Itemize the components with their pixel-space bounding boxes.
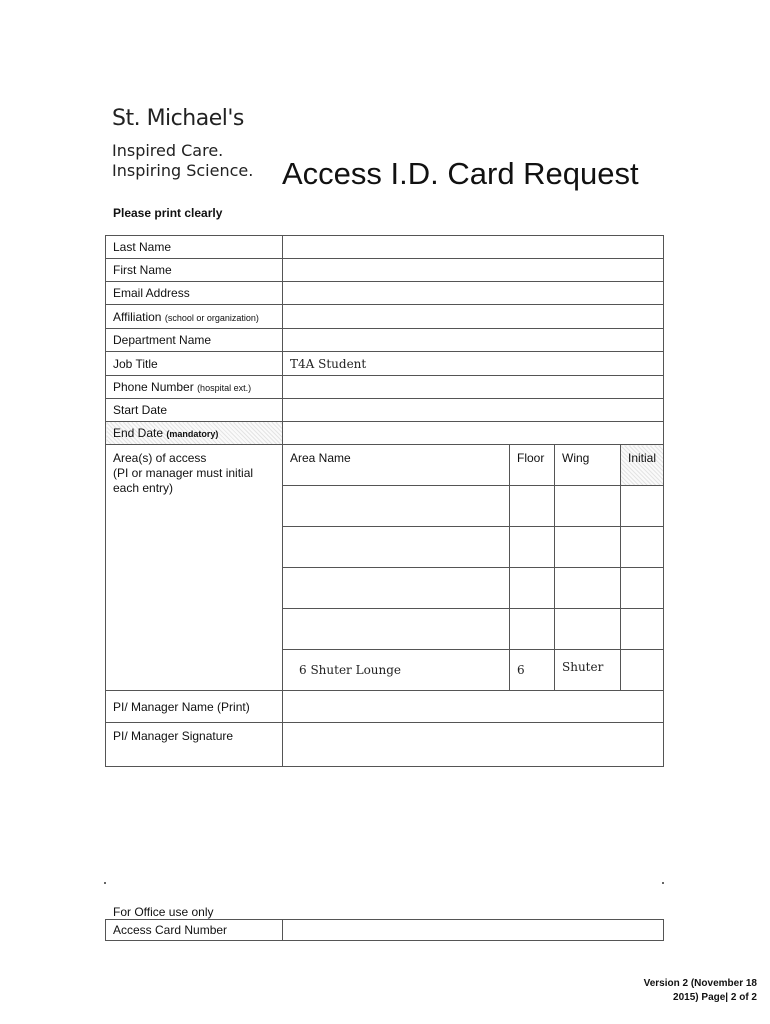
- wing-cell[interactable]: [555, 486, 621, 527]
- row-pi-signature: [106, 723, 664, 767]
- access-card-number-label: Access Card Number: [106, 920, 283, 941]
- row-end-date: [106, 422, 664, 445]
- floor-cell[interactable]: [510, 486, 555, 527]
- applicant-info-table: [105, 235, 664, 445]
- pi-signature-label: PI/ Manager Signature: [106, 723, 283, 767]
- row-access-card-number: [106, 920, 664, 941]
- first-name-label: First Name: [106, 259, 283, 282]
- approval-table: [105, 690, 664, 767]
- end-date-note: (mandatory): [166, 429, 219, 439]
- version-line2: 2015) Page| 2 of 2: [673, 992, 757, 1003]
- logo-tagline-line1: Inspired Care.: [112, 141, 224, 160]
- floor-header: Floor: [510, 445, 555, 486]
- end-date-field[interactable]: [283, 422, 664, 445]
- wing-cell[interactable]: [555, 609, 621, 650]
- phone-label: Phone Number: [113, 380, 194, 394]
- wing-header: Wing: [555, 445, 621, 486]
- first-name-field[interactable]: [283, 259, 664, 282]
- row-email: [106, 282, 664, 305]
- department-label: Department Name: [106, 329, 283, 352]
- department-field[interactable]: [283, 329, 664, 352]
- phone-field[interactable]: [283, 376, 664, 399]
- floor-cell[interactable]: 6: [510, 650, 555, 691]
- version-footer: [644, 977, 757, 1005]
- last-name-field[interactable]: [283, 236, 664, 259]
- affiliation-field[interactable]: [283, 305, 664, 329]
- hospital-logo: [112, 106, 253, 181]
- start-date-label: Start Date: [106, 399, 283, 422]
- area-name-cell[interactable]: 6 Shuter Lounge: [283, 650, 510, 691]
- area-name-cell[interactable]: [283, 568, 510, 609]
- job-title-label: Job Title: [106, 352, 283, 376]
- end-date-label: End Date: [113, 426, 164, 440]
- row-department: [106, 329, 664, 352]
- row-job-title: [106, 352, 664, 376]
- access-card-number-field[interactable]: [283, 920, 664, 941]
- initial-cell[interactable]: [621, 527, 664, 568]
- area-name-cell[interactable]: [283, 527, 510, 568]
- phone-note: (hospital ext.): [197, 383, 252, 393]
- wing-cell[interactable]: [555, 568, 621, 609]
- logo-tagline-line2: Inspiring Science.: [112, 161, 254, 180]
- row-first-name: [106, 259, 664, 282]
- affiliation-label: Affiliation: [113, 309, 162, 324]
- form-title: Access I.D. Card Request: [282, 156, 639, 191]
- floor-cell[interactable]: [510, 568, 555, 609]
- page-mark: [662, 882, 664, 884]
- floor-cell[interactable]: [510, 609, 555, 650]
- email-label: Email Address: [106, 282, 283, 305]
- logo-name: St. Michael's: [112, 106, 244, 131]
- row-pi-name: [106, 691, 664, 723]
- row-last-name: [106, 236, 664, 259]
- pi-name-field[interactable]: [283, 691, 664, 723]
- end-date-label-cell: [106, 422, 283, 445]
- affiliation-label-cell: [106, 305, 283, 329]
- initial-cell[interactable]: [621, 650, 664, 691]
- access-areas-label: Area(s) of access (PI or manager must initial each entry): [106, 445, 283, 691]
- access-header-row: [106, 445, 664, 486]
- office-use-table: [105, 919, 664, 941]
- area-name-header: Area Name: [283, 445, 510, 486]
- initial-cell[interactable]: [621, 486, 664, 527]
- row-phone: [106, 376, 664, 399]
- page-mark: [104, 882, 106, 884]
- print-instruction: Please print clearly: [113, 206, 223, 220]
- email-field[interactable]: [283, 282, 664, 305]
- row-affiliation: [106, 305, 664, 329]
- logo-tagline: [112, 141, 253, 181]
- access-areas-table: [105, 444, 664, 691]
- wing-cell[interactable]: Shuter: [555, 650, 621, 691]
- initial-header: Initial: [621, 445, 664, 486]
- last-name-label: Last Name: [106, 236, 283, 259]
- row-start-date: [106, 399, 664, 422]
- wing-cell[interactable]: [555, 527, 621, 568]
- version-line1: Version 2 (November 18: [643, 978, 757, 989]
- area-name-cell[interactable]: [283, 486, 510, 527]
- start-date-field[interactable]: [283, 399, 664, 422]
- pi-name-label: PI/ Manager Name (Print): [106, 691, 283, 723]
- phone-label-cell: [106, 376, 283, 399]
- pi-signature-field[interactable]: [283, 723, 664, 767]
- initial-cell[interactable]: [621, 568, 664, 609]
- office-use-label: For Office use only: [113, 905, 214, 919]
- affiliation-note: (school or organization): [164, 312, 259, 323]
- initial-cell[interactable]: [621, 609, 664, 650]
- floor-cell[interactable]: [510, 527, 555, 568]
- job-title-field[interactable]: T4A Student: [283, 352, 664, 376]
- area-name-cell[interactable]: [283, 609, 510, 650]
